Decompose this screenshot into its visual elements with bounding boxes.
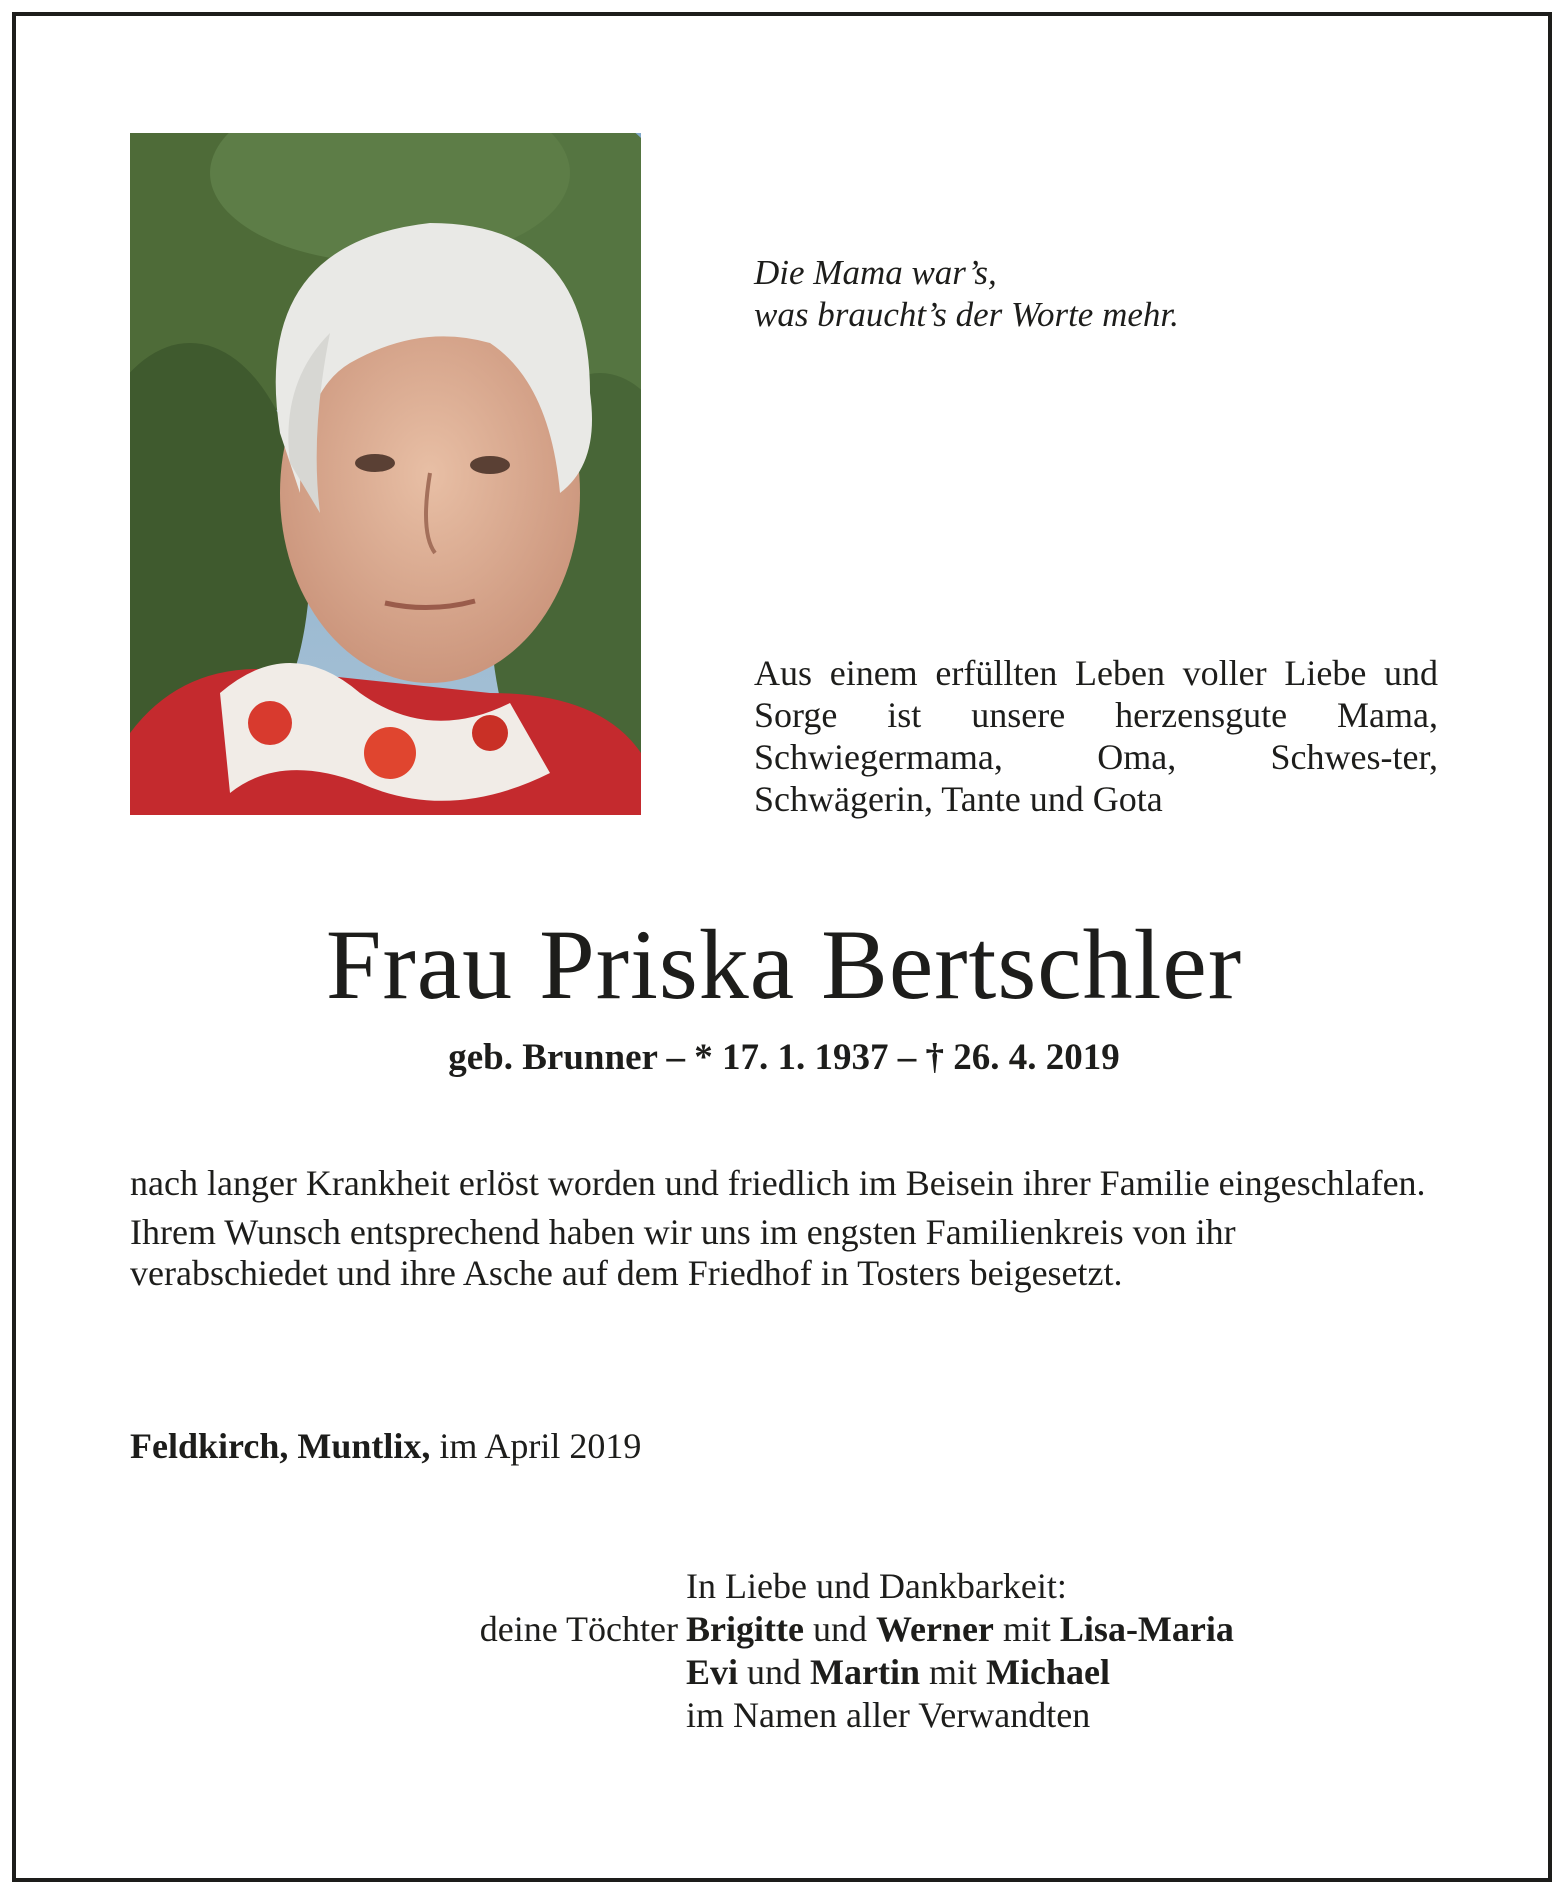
signer-name: Michael	[986, 1652, 1110, 1692]
body-text	[130, 1163, 1438, 1302]
signer-name: Martin	[810, 1652, 920, 1692]
epitaph-quote	[754, 252, 1454, 336]
signer-name: Brigitte	[686, 1609, 804, 1649]
signature-heading-row	[0, 1565, 1568, 1608]
quote-line-1: Die Mama war’s,	[754, 253, 997, 292]
signature-lead: deine Töchter	[479, 1609, 678, 1649]
signature-closing: im Namen aller Verwandten	[686, 1695, 1091, 1735]
portrait-photo	[130, 133, 641, 815]
deceased-name: Frau Priska Bertschler	[325, 909, 1243, 1020]
signature-row-2	[0, 1651, 1568, 1694]
signer-name: Werner	[875, 1609, 994, 1649]
intro-paragraph: Aus einem erfüllten Leben voller Liebe und Sorge ist unsere herzensgute Mama, Schwiegermama, Oma, Schwes-ter, Schwägerin, Tante und Gota	[754, 653, 1438, 819]
signer-conjunction: mit	[1002, 1609, 1051, 1649]
signature-heading: In Liebe und Dankbarkeit:	[686, 1566, 1067, 1606]
place-date: im April 2019	[439, 1426, 642, 1466]
body-paragraph-2: Ihrem Wunsch entsprechend haben wir uns im engsten Familienkreis von ihr verabschiedet und ihre Asche auf dem Friedhof in Tosters beigesetzt.	[130, 1212, 1236, 1293]
signature-names-1	[686, 1608, 1234, 1651]
quote-line-2: was braucht’s der Worte mehr.	[754, 295, 1179, 334]
body-paragraph-1: nach langer Krankheit erlöst worden und friedlich im Beisein ihrer Familie eingeschlafen.	[130, 1163, 1426, 1203]
place-date-line	[130, 1424, 641, 1468]
signer-conjunction: mit	[928, 1652, 977, 1692]
signer-conjunction: und	[747, 1652, 802, 1692]
birth-death-line: geb. Brunner – * 17. 1. 1937 – † 26. 4. 2019	[448, 1037, 1120, 1078]
signer-conjunction: und	[812, 1609, 867, 1649]
signature-block	[0, 1565, 1568, 1737]
signature-row-1	[0, 1608, 1568, 1651]
signature-closing-row	[0, 1694, 1568, 1737]
signer-name: Lisa-Maria	[1059, 1609, 1234, 1649]
signer-name: Evi	[686, 1652, 739, 1692]
signature-names-2	[686, 1651, 1110, 1694]
place-location: Feldkirch, Muntlix,	[130, 1426, 431, 1466]
